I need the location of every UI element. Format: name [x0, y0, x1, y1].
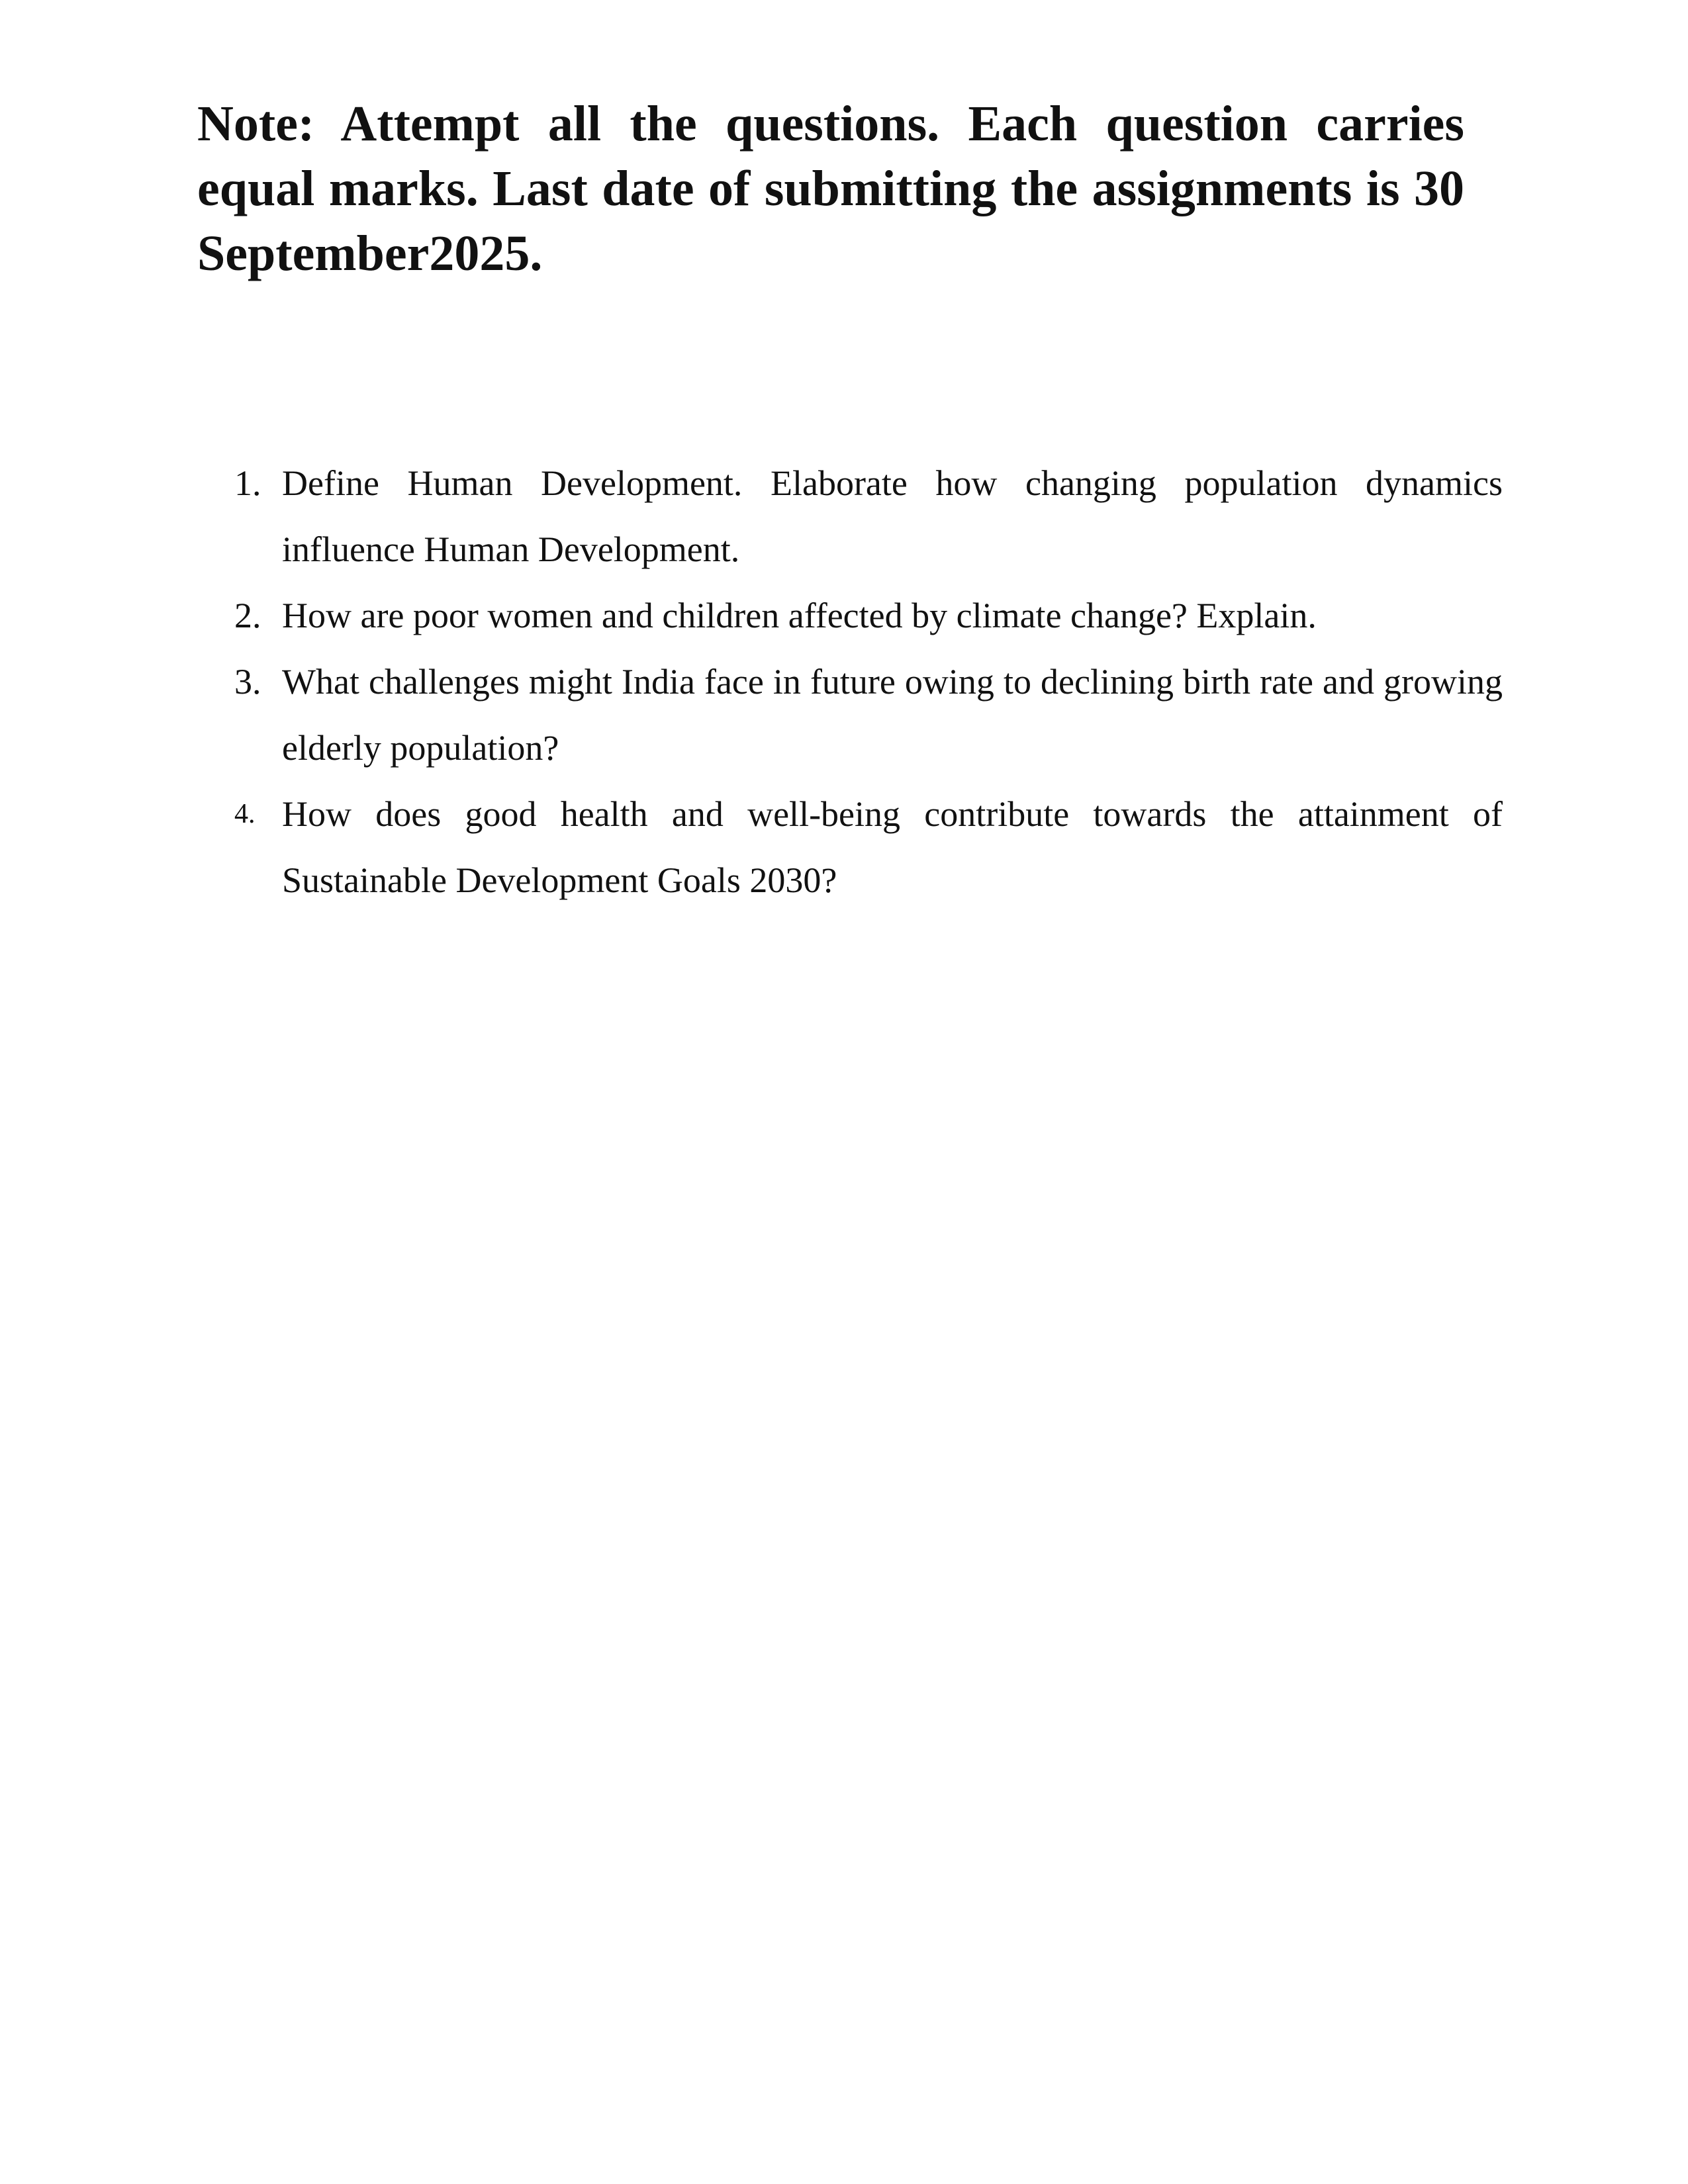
question-text: Define Human Development. Elaborate how changing population dynamics influence Human Development.: [282, 463, 1503, 569]
question-item: [197, 582, 1503, 649]
question-number: 4.: [234, 799, 256, 829]
question-text: What challenges might India face in future owing to declining birth rate and growing elderly population?: [282, 662, 1503, 768]
question-number: 2.: [234, 596, 261, 635]
question-text: How are poor women and children affected by climate change? Explain.: [282, 596, 1317, 635]
question-item: [197, 450, 1503, 582]
question-number: 3.: [234, 662, 261, 702]
assignment-note: Note: Attempt all the questions. Each question carries equal marks. Last date of submitting the assignments is 30 September2025.: [197, 96, 1464, 281]
question-number: 1.: [234, 463, 261, 503]
question-item: [197, 649, 1503, 781]
question-item: [197, 781, 1503, 913]
question-text: How does good health and well-being contribute towards the attainment of Sustainable Development Goals 2030?: [282, 794, 1503, 900]
question-list: [197, 450, 1503, 913]
